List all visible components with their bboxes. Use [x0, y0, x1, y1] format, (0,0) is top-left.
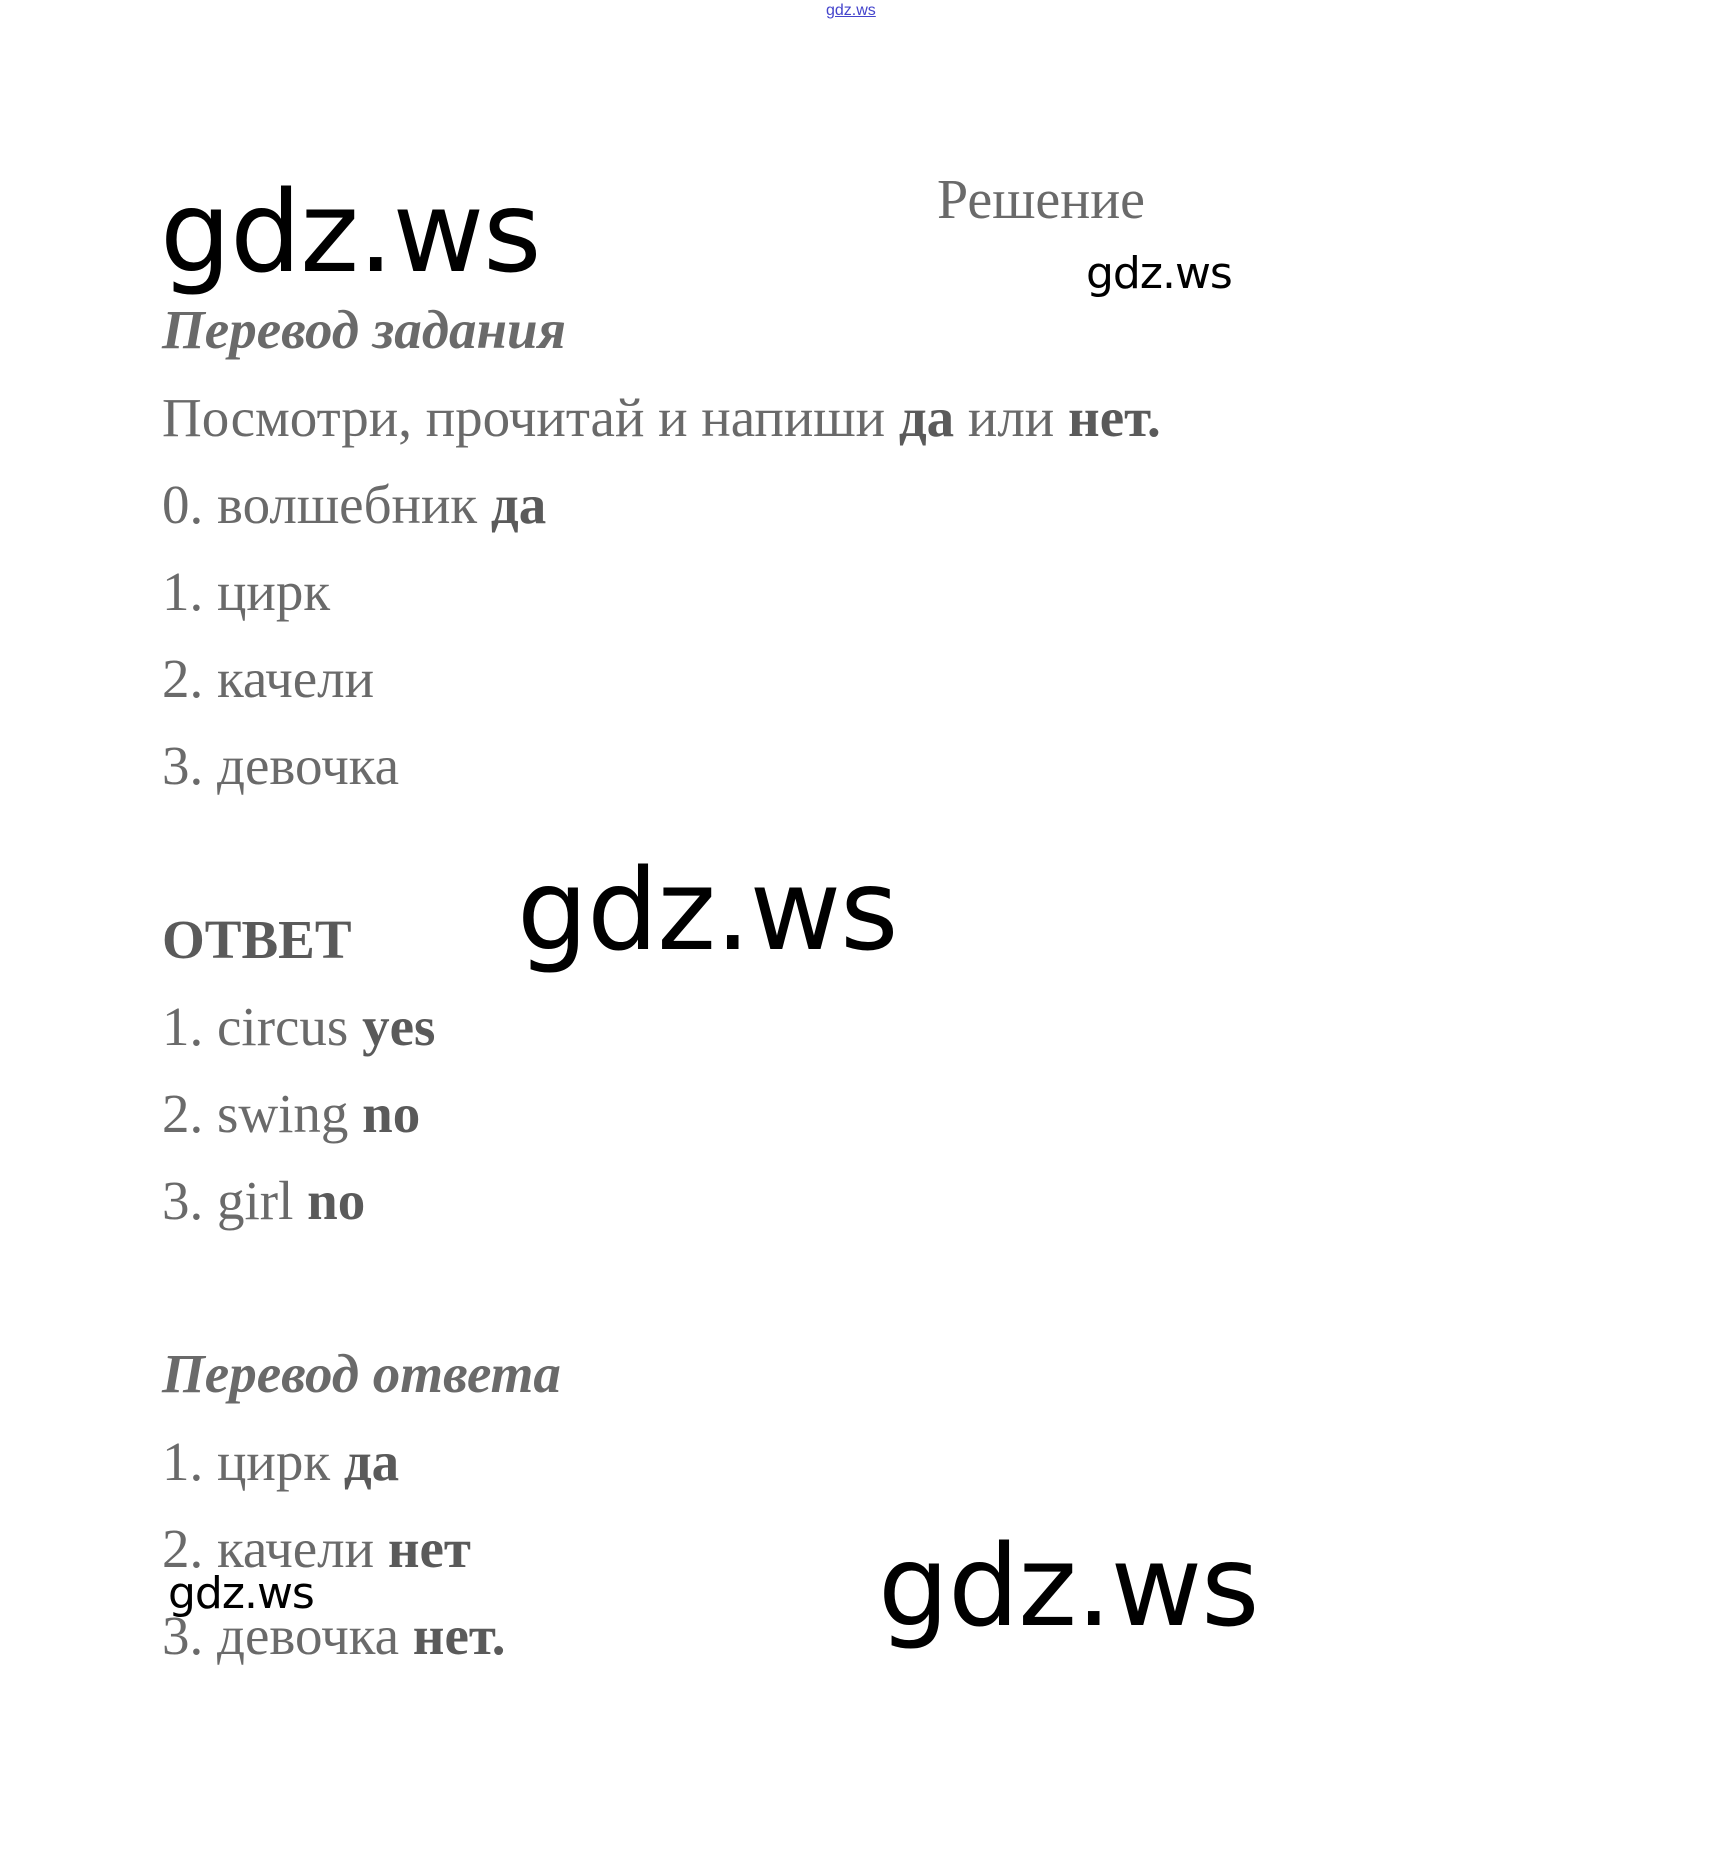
- task-item: [162, 735, 400, 796]
- task-text-no: нет.: [1068, 387, 1161, 448]
- item-number: 3.: [162, 1170, 204, 1231]
- watermark-logo: gdz.ws: [1086, 248, 1232, 299]
- item-answer: да: [343, 1431, 400, 1492]
- watermark-logo: gdz.ws: [168, 1568, 314, 1619]
- item-answer: yes: [362, 996, 436, 1057]
- task-item: [162, 648, 375, 709]
- item-word: swing: [217, 1083, 349, 1144]
- item-word: волшебник: [217, 474, 478, 535]
- solution-title: Решение: [937, 169, 1146, 231]
- task-text-yes: да: [898, 387, 955, 448]
- item-number: 3.: [162, 1605, 204, 1666]
- watermark-logo: gdz.ws: [878, 1522, 1259, 1652]
- translation-heading: Перевод ответа: [162, 1343, 561, 1404]
- answer-item: [162, 1083, 421, 1144]
- item-number: 1.: [162, 561, 204, 622]
- task-item: [162, 561, 331, 622]
- item-answer: нет.: [412, 1605, 506, 1666]
- item-answer: да: [490, 474, 547, 535]
- translation-item: [162, 1605, 506, 1666]
- item-word: девочка: [217, 1605, 400, 1666]
- item-number: 2.: [162, 648, 204, 709]
- item-answer: no: [362, 1083, 421, 1144]
- answer-heading: [162, 909, 352, 970]
- item-number: 2.: [162, 1083, 204, 1144]
- item-number: 0.: [162, 474, 204, 535]
- item-word: цирк: [217, 561, 331, 622]
- answer-item: [162, 1170, 366, 1231]
- watermark-logo: gdz.ws: [517, 846, 898, 976]
- item-answer: нет: [387, 1518, 471, 1579]
- task-text-or: или: [954, 387, 1068, 448]
- answer-heading-text: ОТВЕТ: [162, 909, 352, 970]
- task-item: [162, 474, 547, 535]
- translation-item: [162, 1431, 400, 1492]
- item-number: 1.: [162, 1431, 204, 1492]
- item-number: 3.: [162, 735, 204, 796]
- watermark-logo: gdz.ws: [160, 168, 541, 298]
- item-word: цирк: [217, 1431, 331, 1492]
- item-word: circus: [217, 996, 349, 1057]
- item-number: 2.: [162, 1518, 204, 1579]
- item-word: качели: [217, 648, 375, 709]
- top-watermark-link[interactable]: gdz.ws: [826, 2, 876, 19]
- item-word: девочка: [217, 735, 400, 796]
- task-heading: Перевод задания: [162, 299, 566, 360]
- item-word: girl: [217, 1170, 294, 1231]
- answer-item: [162, 996, 436, 1057]
- item-answer: no: [307, 1170, 366, 1231]
- item-word: качели: [217, 1518, 375, 1579]
- item-number: 1.: [162, 996, 204, 1057]
- task-text-plain: Посмотри, прочитай и напиши: [162, 387, 899, 448]
- task-text: [162, 387, 1161, 448]
- translation-item: [162, 1518, 471, 1579]
